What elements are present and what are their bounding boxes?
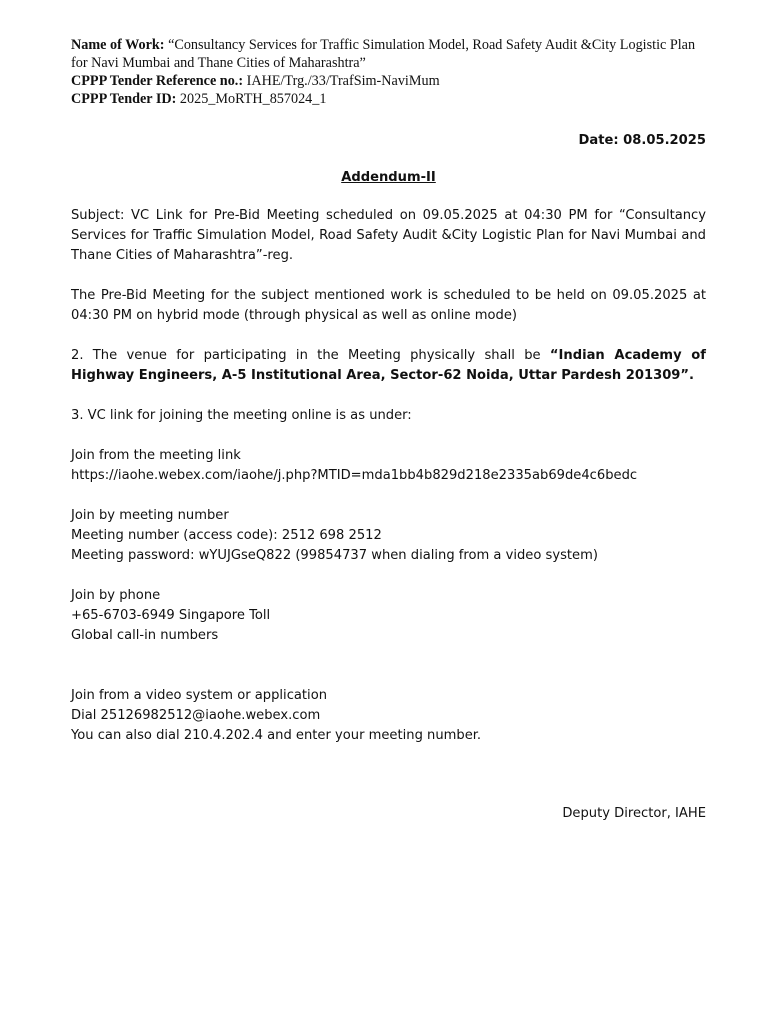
name-of-work-label: Name of Work: <box>71 37 165 53</box>
tender-id-label: CPPP Tender ID: <box>71 91 177 107</box>
name-of-work <box>71 36 706 72</box>
document-title: Addendum-II <box>341 170 436 185</box>
meeting-number: Meeting number (access code): 2512 698 2512 <box>71 528 382 543</box>
tender-id <box>71 90 706 108</box>
document-page <box>71 36 706 824</box>
meeting-password: Meeting password: wYUJGseQ822 (99854737 when dialing from a video system) <box>71 548 598 563</box>
prebid-paragraph: The Pre-Bid Meeting for the subject mentioned work is scheduled to be held on 09.05.2025 at 04:30 PM on hybrid mode (through physical as well as online mode) <box>71 288 706 323</box>
name-of-work-value: “Consultancy Services for Traffic Simulation Model, Road Safety Audit &City Logistic Plan for Navi Mumbai and Thane Cities of Maharashtra” <box>71 37 696 71</box>
join-link-heading: Join from the meeting link <box>71 448 241 463</box>
video-dial-ip: You can also dial 210.4.202.4 and enter your meeting number. <box>71 728 482 743</box>
venue-address: “Indian Academy of Highway Engineers, A-5 Institutional Area, Sector-62 Noida, Uttar Pardesh 201309”. <box>71 348 707 383</box>
global-call-in-numbers: Global call-in numbers <box>71 628 219 643</box>
document-date: Date: 08.05.2025 <box>578 133 706 148</box>
join-video-heading: Join from a video system or application <box>71 688 327 703</box>
phone-number: +65-6703-6949 Singapore Toll <box>71 608 271 623</box>
join-phone-heading: Join by phone <box>71 588 161 603</box>
vc-intro-paragraph: 3. VC link for joining the meeting online is as under: <box>71 408 412 423</box>
subject-paragraph: Subject: VC Link for Pre-Bid Meeting scheduled on 09.05.2025 at 04:30 PM for “Consultancy Services for Traffic Simulation Model, Road Safety Audit &City Logistic Plan for Navi Mumbai and Thane Cities of Maharashtra”-reg. <box>71 208 706 263</box>
venue-paragraph <box>71 346 706 386</box>
tender-reference-value: IAHE/Trg./33/TrafSim-NaviMum <box>246 73 440 89</box>
signature: Deputy Director, IAHE <box>562 806 706 821</box>
meeting-url-link[interactable]: https://iaohe.webex.com/iaohe/j.php?MTID=mda1bb4b829d218e2335ab69de4c6bedc <box>71 468 638 483</box>
tender-reference-label: CPPP Tender Reference no.: <box>71 73 244 89</box>
video-dial-address: Dial 25126982512@iaohe.webex.com <box>71 708 321 723</box>
tender-reference <box>71 72 706 90</box>
join-number-heading: Join by meeting number <box>71 508 229 523</box>
tender-id-value: 2025_MoRTH_857024_1 <box>179 91 327 107</box>
venue-prefix: 2. The venue for participating in the Meeting physically shall be <box>71 348 550 363</box>
header-block <box>71 36 706 108</box>
